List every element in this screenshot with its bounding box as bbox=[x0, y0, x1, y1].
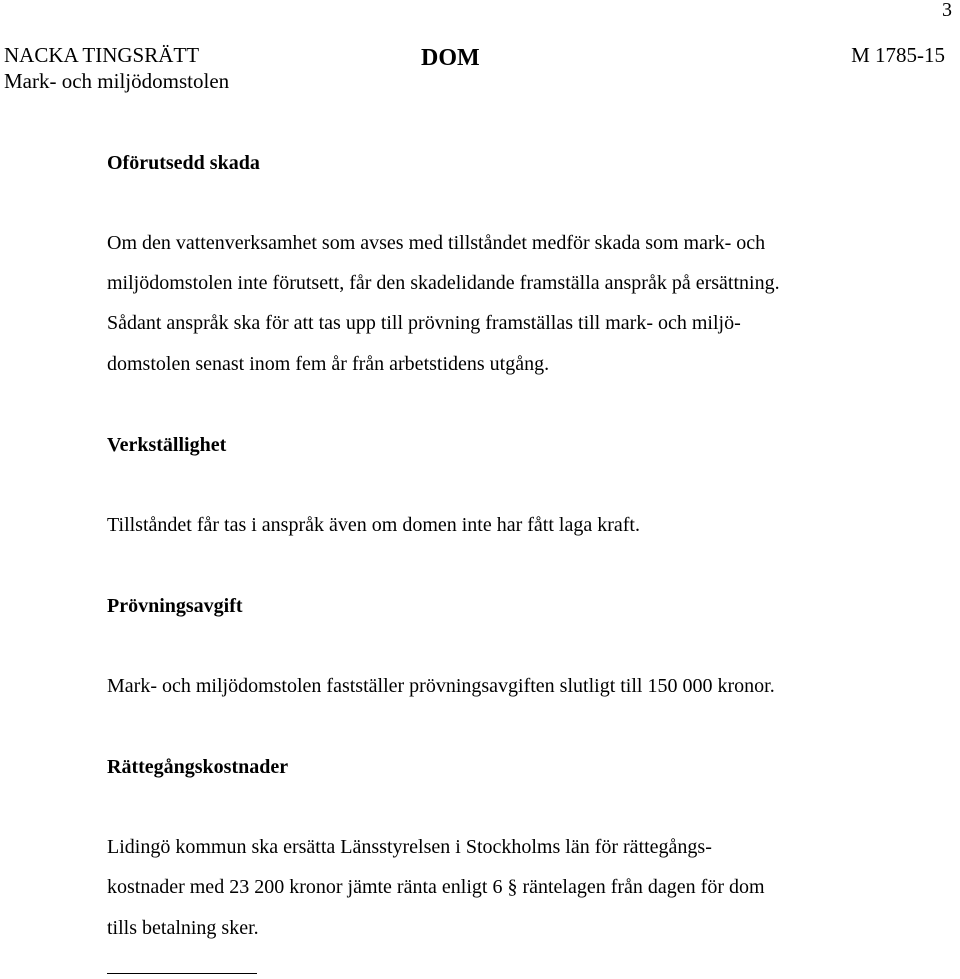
section-heading-verkstallighet: Verkställighet bbox=[107, 434, 227, 456]
section-heading-provningsavgift: Prövningsavgift bbox=[107, 595, 243, 617]
paragraph-line: Tillståndet får tas i anspråk även om domen inte har fått laga kraft. bbox=[107, 514, 640, 536]
paragraph-line: kostnader med 23 200 kronor jämte ränta enligt 6 § räntelagen från dagen för dom bbox=[107, 876, 765, 898]
section-heading-oforutsedd-skada: Oförutsedd skada bbox=[107, 152, 260, 174]
paragraph-line: Mark- och miljödomstolen fastställer prövningsavgiften slutligt till 150 000 kronor. bbox=[107, 675, 775, 697]
paragraph-line: miljödomstolen inte förutsett, får den skadelidande framställa anspråk på ersättning. bbox=[107, 272, 780, 294]
case-number: M 1785-15 bbox=[851, 43, 945, 67]
footnote-separator bbox=[107, 973, 257, 974]
document-type-title: DOM bbox=[421, 45, 480, 71]
paragraph-line: Om den vattenverksamhet som avses med tillståndet medför skada som mark- och bbox=[107, 232, 766, 254]
paragraph-line: Lidingö kommun ska ersätta Länsstyrelsen i Stockholms län för rättegångs- bbox=[107, 836, 712, 858]
paragraph-line: tills betalning sker. bbox=[107, 917, 259, 939]
court-division: Mark- och miljödomstolen bbox=[4, 69, 230, 93]
paragraph-line: domstolen senast inom fem år från arbetstidens utgång. bbox=[107, 353, 550, 375]
section-heading-rattegangskostnader: Rättegångskostnader bbox=[107, 756, 289, 778]
page-number: 3 bbox=[942, 0, 952, 21]
paragraph-line: Sådant anspråk ska för att tas upp till prövning framställas till mark- och miljö- bbox=[107, 312, 741, 334]
court-name: NACKA TINGSRÄTT bbox=[4, 43, 200, 67]
